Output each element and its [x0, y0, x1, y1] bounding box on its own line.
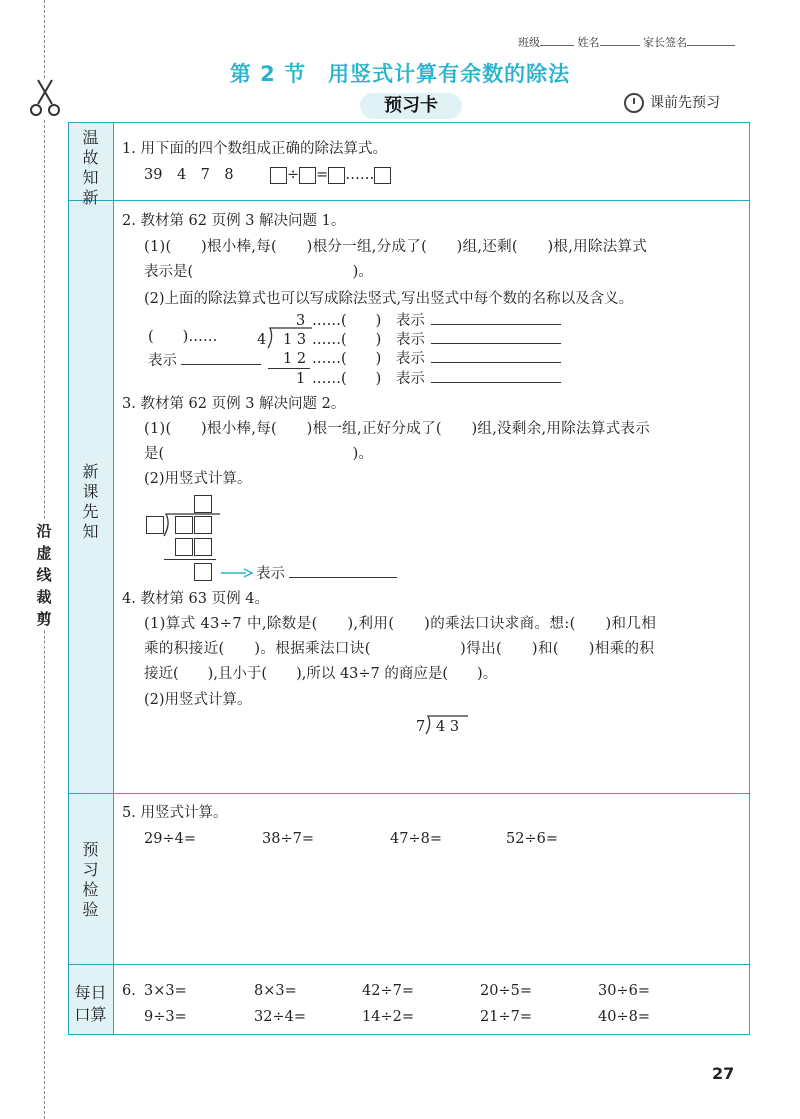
student-info: 班级 姓名 家长签名: [518, 34, 735, 50]
q6-label: 6.: [122, 983, 136, 999]
q4-part1-line2: 乘的积接近( )。根据乘法口诀( )得出( )和( )相乘的积: [144, 641, 655, 657]
q3-part2: (2)用竖式计算。: [144, 471, 252, 487]
preview-tag: 课前先预习: [624, 92, 720, 113]
answer-box[interactable]: [328, 167, 345, 184]
section-label-new: 新 课 先 知: [82, 462, 99, 541]
answer-box[interactable]: [374, 167, 391, 184]
q5-problem: 52÷6=: [506, 831, 558, 847]
q3-part1-line1: (1)( )根小棒,每( )根一组,正好分成了( )组,没剩余,用除法算式表示: [144, 421, 651, 437]
column-divider: [113, 122, 114, 1035]
section-label-check: 预 习 检 验: [82, 840, 99, 919]
q5-title: 5. 用竖式计算。: [122, 805, 228, 821]
q3-part1-line2: 是( )。: [144, 446, 373, 462]
q2-title: 2. 教材第 62 页例 3 解决问题 1。: [122, 213, 346, 229]
q4-part1-line1: (1)算式 43÷7 中,除数是( ),利用( )的乘法口诀求商。想:( )和几相: [144, 616, 657, 632]
q6-problem: 14÷2=: [362, 1009, 414, 1025]
q2-quotient: 3: [296, 313, 306, 329]
product-box[interactable]: [175, 538, 193, 556]
remainder-box[interactable]: [194, 563, 212, 581]
row-divider: [68, 964, 750, 965]
q4-title: 4. 教材第 63 页例 4。: [122, 591, 269, 607]
answer-box[interactable]: [299, 167, 316, 184]
q3-show: 表示: [256, 565, 397, 583]
q2-dividend: 1 3: [283, 332, 307, 348]
dividend-box[interactable]: [175, 516, 193, 534]
page-number: 27: [712, 1064, 735, 1083]
section-label-daily: 每日 口算: [74, 983, 107, 1024]
card-title: 预习卡: [360, 93, 462, 119]
q6-problem: 40÷8=: [598, 1009, 650, 1025]
q2-label-row: ……( ) 表示: [312, 350, 561, 368]
q3-title: 3. 教材第 62 页例 3 解决问题 2。: [122, 396, 346, 412]
q2-part2: (2)上面的除法算式也可以写成除法竖式,写出竖式中每个数的名称以及含义。: [144, 291, 634, 307]
arrow-right-icon: [220, 567, 254, 579]
q6-problem: 20÷5=: [480, 983, 532, 999]
alarm-clock-icon: [624, 93, 644, 113]
q1-title: 1. 用下面的四个数组成正确的除法算式。: [122, 141, 387, 157]
section-label-review: 温 故 知 新: [82, 128, 99, 207]
q1-equation: ÷ = ……: [270, 166, 391, 184]
q2-left-paren: ( )……: [148, 329, 218, 345]
q2-part1-line1: (1)( )根小棒,每( )根分一组,分成了( )组,还剩( )根,用除法算式: [144, 239, 648, 255]
q4-part2: (2)用竖式计算。: [144, 692, 252, 708]
q6-problem: 8×3=: [254, 983, 297, 999]
q2-part1-line2: 表示是( )。: [144, 264, 373, 280]
q2-left-show: 表示: [148, 352, 261, 370]
q6-problem: 3×3=: [144, 983, 187, 999]
worksheet-table: [68, 122, 750, 1035]
q2-label-row: ……( ) 表示: [312, 312, 561, 330]
q6-problem: 42÷7=: [362, 983, 414, 999]
q2-product: 1 2: [283, 351, 307, 367]
q2-divisor: 4: [257, 332, 267, 348]
product-box[interactable]: [194, 538, 212, 556]
row-divider: [68, 200, 750, 201]
q2-label-row: ……( ) 表示: [312, 370, 561, 388]
q1-numbers: 39 4 7 8: [144, 167, 234, 183]
q6-problem: 9÷3=: [144, 1009, 187, 1025]
q5-problem: 38÷7=: [262, 831, 314, 847]
q5-problem: 47÷8=: [390, 831, 442, 847]
quotient-box[interactable]: [194, 495, 212, 513]
q5-problem: 29÷4=: [144, 831, 196, 847]
answer-box[interactable]: [270, 167, 287, 184]
row-divider: [68, 793, 750, 794]
q6-problem: 32÷4=: [254, 1009, 306, 1025]
q2-remainder: 1: [296, 371, 306, 387]
division-line: [164, 559, 216, 560]
q2-label-row: ……( ) 表示: [312, 331, 561, 349]
q4-dividend: 4 3: [436, 719, 460, 735]
division-line: [268, 368, 310, 369]
q4-part1-line3: 接近( ),且小于( ),所以 43÷7 的商应是( )。: [144, 666, 498, 682]
page-title: 第 2 节 用竖式计算有余数的除法: [229, 62, 571, 86]
q6-problem: 21÷7=: [480, 1009, 532, 1025]
dividend-box[interactable]: [194, 516, 212, 534]
q6-problem: 30÷6=: [598, 983, 650, 999]
cut-instruction: 沿 虚 线 裁 剪: [32, 520, 56, 630]
q4-divisor: 7: [416, 719, 426, 735]
